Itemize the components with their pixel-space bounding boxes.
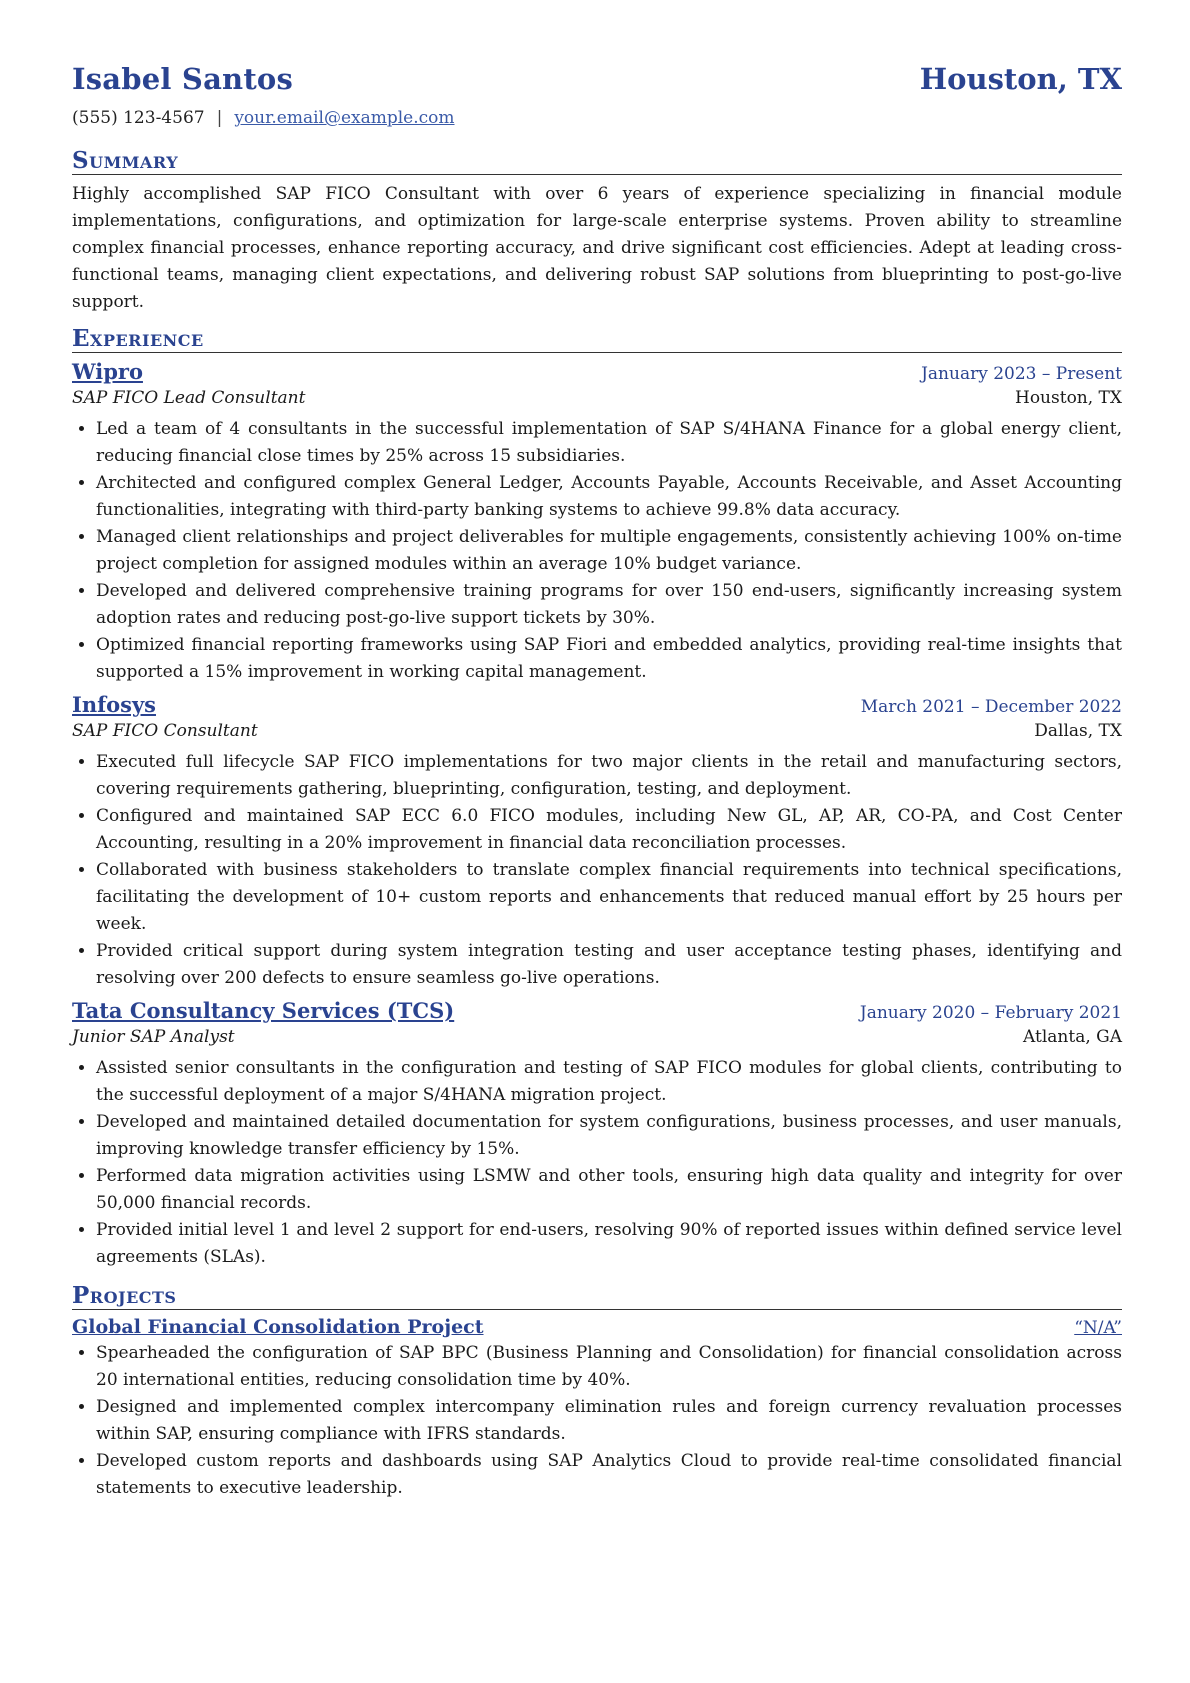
summary-text: Highly accomplished SAP FICO Consultant with over 6 years of experience specializing in financial module implementations, configurations, and optimization for large-scale enterprise systems. Proven ability to streamline complex financial processes, enhance reporting accuracy, and drive significant cost efficiencies. Adept at leading cross-functional teams, managing client expectations, and delivering robust SAP solutions from blueprinting to post-go-live support. <box>72 184 1122 312</box>
project-name-link[interactable]: Global Financial Consolidation Project <box>72 1316 484 1338</box>
bullet-item: • Developed and delivered comprehensive training programs for over 150 end-users, significantly increasing system adoption rates and reducing post-go-live support tickets by 30%. <box>96 578 1122 632</box>
summary-heading: Summary <box>72 148 1122 175</box>
company-link[interactable]: Wipro <box>72 359 143 384</box>
bullet-item: • Executed full lifecycle SAP FICO implementations for two major clients in the retail and manufacturing sectors, covering requirements gathering, blueprinting, configuration, testing, and deployment. <box>96 749 1122 803</box>
job-location: Houston, TX <box>1015 388 1122 408</box>
job-bullets <box>72 749 1122 992</box>
bullet-item: • Collaborated with business stakeholders to translate complex financial requirements into technical specifications, facilitating the development of 10+ custom reports and enhancements that reduced manual effort by 25 hours per week. <box>96 857 1122 938</box>
job-role: SAP FICO Lead Consultant <box>72 388 306 408</box>
bullet-item: • Provided initial level 1 and level 2 support for end-users, resolving 90% of reported issues within defined service level agreements (SLAs). <box>96 1217 1122 1271</box>
email-link[interactable]: your.email@example.com <box>234 108 455 128</box>
bullet-item: • Designed and implemented complex intercompany elimination rules and foreign currency revaluation processes within SAP, ensuring compliance with IFRS standards. <box>96 1394 1122 1448</box>
job-role: SAP FICO Consultant <box>72 721 258 741</box>
contact-line <box>72 108 1122 128</box>
job-location: Dallas, TX <box>1034 721 1122 741</box>
job-dates: March 2021 – December 2022 <box>860 697 1122 717</box>
resume-header <box>72 62 1122 96</box>
job-dates: January 2023 – Present <box>921 364 1122 384</box>
job-dates: January 2020 – February 2021 <box>859 1003 1122 1023</box>
bullet-item: • Provided critical support during system integration testing and user acceptance testing phases, identifying and resolving over 200 defects to ensure seamless go-live operations. <box>96 938 1122 992</box>
experience-heading: Experience <box>72 326 1122 353</box>
phone-number: (555) 123-4567 <box>72 108 205 128</box>
company-link[interactable]: Infosys <box>72 692 156 717</box>
bullet-item: • Spearheaded the configuration of SAP BPC (Business Planning and Consolidation) for financial consolidation across 20 international entities, reducing consolidation time by 40%. <box>96 1340 1122 1394</box>
job-bullets <box>72 416 1122 686</box>
projects-heading: Projects <box>72 1283 1122 1310</box>
job-entry <box>72 359 1122 686</box>
job-entry <box>72 692 1122 992</box>
candidate-name: Isabel Santos <box>72 62 294 96</box>
bullet-item: • Managed client relationships and project deliverables for multiple engagements, consistently achieving 100% on-time project completion for assigned modules within an average 10% budget variance. <box>96 524 1122 578</box>
bullet-item: • Led a team of 4 consultants in the successful implementation of SAP S/4HANA Finance for a global energy client, reducing financial close times by 25% across 15 subsidiaries. <box>96 416 1122 470</box>
job-location: Atlanta, GA <box>1023 1027 1122 1047</box>
company-link[interactable]: Tata Consultancy Services (TCS) <box>72 998 455 1023</box>
bullet-item: • Assisted senior consultants in the configuration and testing of SAP FICO modules for global clients, contributing to the successful deployment of a major S/4HANA migration project. <box>96 1055 1122 1109</box>
bullet-item: • Architected and configured complex General Ledger, Accounts Payable, Accounts Receivable, and Asset Accounting functionalities, integrating with third-party banking systems to achieve 99.8% data accuracy. <box>96 470 1122 524</box>
candidate-location: Houston, TX <box>919 62 1122 96</box>
job-bullets <box>72 1055 1122 1271</box>
project-header <box>72 1316 1122 1338</box>
project-url-link[interactable]: “N/A” <box>1074 1318 1122 1338</box>
job-role: Junior SAP Analyst <box>72 1027 235 1047</box>
bullet-item: • Optimized financial reporting frameworks using SAP Fiori and embedded analytics, providing real-time insights that supported a 15% improvement in working capital management. <box>96 632 1122 686</box>
contact-separator: | <box>216 108 223 128</box>
bullet-item: • Developed custom reports and dashboards using SAP Analytics Cloud to provide real-time consolidated financial statements to executive leadership. <box>96 1448 1122 1502</box>
bullet-item: • Developed and maintained detailed documentation for system configurations, business processes, and user manuals, improving knowledge transfer efficiency by 15%. <box>96 1109 1122 1163</box>
bullet-item: • Configured and maintained SAP ECC 6.0 FICO modules, including New GL, AP, AR, CO-PA, and Cost Center Accounting, resulting in a 20% improvement in financial data reconciliation processes. <box>96 803 1122 857</box>
project-bullets <box>72 1340 1122 1502</box>
job-entry <box>72 998 1122 1271</box>
bullet-item: • Performed data migration activities using LSMW and other tools, ensuring high data quality and integrity for over 50,000 financial records. <box>96 1163 1122 1217</box>
